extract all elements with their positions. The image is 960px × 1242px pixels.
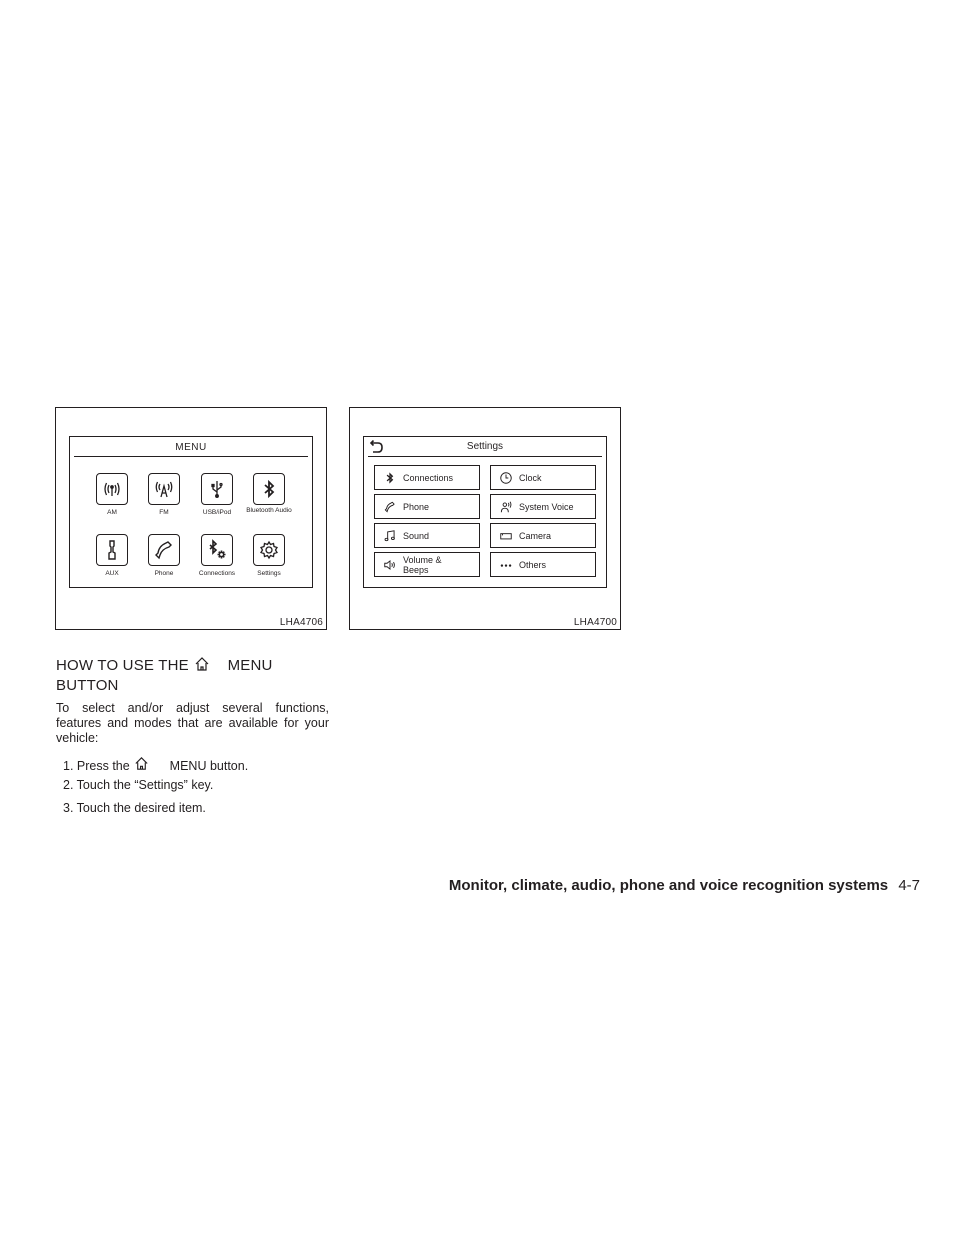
menu-tile-fm[interactable]: [148, 473, 180, 505]
step-2: 2. Touch the “Settings” key.: [63, 778, 214, 792]
section-heading: [56, 655, 273, 674]
button-label: Camera: [519, 530, 552, 541]
settings-button-connections[interactable]: [374, 465, 480, 490]
menu-tile-usb[interactable]: [201, 473, 233, 505]
menu-tile-am[interactable]: [96, 473, 128, 505]
clock-icon: [499, 471, 513, 485]
music-note-icon: [383, 529, 397, 543]
phone-icon: [383, 500, 397, 514]
heading-text-pre: HOW TO USE THE: [56, 657, 189, 674]
heading-text-post: MENU: [227, 657, 273, 674]
settings-screen: [363, 436, 607, 588]
settings-title: Settings: [466, 441, 504, 452]
tile-label-fm: FM: [159, 509, 169, 516]
figure-settings-screen: [349, 407, 621, 630]
tile-label-aux: AUX: [105, 570, 119, 577]
title-divider: [368, 456, 602, 457]
page-number: 4-7: [898, 877, 920, 894]
button-label: Others: [519, 559, 547, 570]
step-1-text-post: MENU button.: [169, 759, 249, 773]
phone-icon: [152, 538, 176, 562]
settings-button-sound[interactable]: [374, 523, 480, 548]
tile-label-usb: USB/iPod: [202, 509, 232, 516]
button-label: Clock: [519, 472, 542, 483]
tile-label-connections: Connections: [198, 570, 236, 577]
settings-button-others[interactable]: [490, 552, 596, 577]
tile-label-settings: Settings: [257, 570, 281, 577]
tile-label-am: AM: [107, 509, 117, 516]
page-footer: [449, 877, 920, 894]
bluetooth-icon: [383, 471, 397, 485]
am-radio-icon: [100, 477, 124, 501]
button-label: Sound: [403, 530, 430, 541]
connections-icon: [205, 538, 229, 562]
aux-icon: [100, 538, 124, 562]
menu-tile-aux[interactable]: [96, 534, 128, 566]
settings-button-phone[interactable]: [374, 494, 480, 519]
usb-icon: [205, 477, 229, 501]
bluetooth-icon: [257, 477, 281, 501]
settings-button-volume-beeps[interactable]: [374, 552, 480, 577]
tile-label-bluetooth-audio: Bluetooth Audio: [246, 507, 292, 514]
figure-id: LHA4700: [573, 617, 617, 628]
menu-tile-bluetooth-audio[interactable]: [253, 473, 285, 505]
menu-screen: [69, 436, 313, 588]
button-label: Phone: [403, 501, 430, 512]
tile-label-phone: Phone: [154, 570, 174, 577]
chapter-title: Monitor, climate, audio, phone and voice recognition systems: [448, 877, 889, 894]
figure-id: LHA4706: [279, 617, 323, 628]
menu-tile-phone[interactable]: [148, 534, 180, 566]
gear-icon: [257, 538, 281, 562]
voice-icon: [499, 500, 513, 514]
fm-radio-icon: [152, 477, 176, 501]
menu-tile-settings[interactable]: [253, 534, 285, 566]
settings-button-clock[interactable]: [490, 465, 596, 490]
section-heading-line2: BUTTON: [56, 677, 119, 694]
camera-icon: [499, 529, 513, 543]
step-1: [63, 755, 248, 773]
dots-icon: [499, 558, 513, 572]
menu-tile-connections[interactable]: [201, 534, 233, 566]
button-label: Volume & Beeps: [403, 554, 442, 575]
menu-title: MENU: [175, 442, 207, 453]
title-divider: [74, 456, 308, 457]
settings-button-system-voice[interactable]: [490, 494, 596, 519]
step-1-text-pre: 1. Press the: [63, 759, 130, 773]
speaker-icon: [383, 558, 397, 572]
home-icon: [133, 755, 150, 772]
home-icon: [193, 655, 211, 673]
figure-menu-screen: [55, 407, 327, 630]
button-label: Connections: [403, 472, 454, 483]
button-label: System Voice: [519, 501, 574, 512]
step-3: 3. Touch the desired item.: [63, 801, 206, 815]
intro-paragraph: To select and/or adjust several functions, features and modes that are available for your vehicle:: [56, 701, 329, 745]
settings-button-camera[interactable]: [490, 523, 596, 548]
